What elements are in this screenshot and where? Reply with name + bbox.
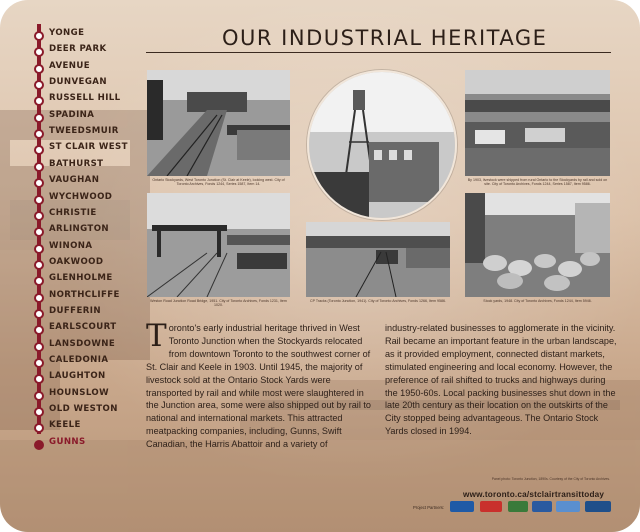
- body-paragraph-2: industry-related businesses to agglomerate in the vicinity. Rail became an important feature in the urban landscape, as it provided employment, connected distant markets, stimulated engineering and local economy. However, the preference of rail shifted to trucks and highways during the 1950-60s. Local packing businesses shut down in the late 20th century as their location on the outskirts of the City stopped being advantageous. The Ontario Stock Yards closed in 1994.: [385, 323, 617, 437]
- stop-dot-icon: [34, 244, 44, 254]
- stop-dot-icon: [34, 309, 44, 319]
- stop-dot-icon: [34, 227, 44, 237]
- partner-logo-icon: [585, 501, 611, 512]
- stop-dot-icon: [34, 31, 44, 41]
- route-stop: [0, 419, 140, 437]
- photo-water-tower: [307, 70, 457, 220]
- route-stop: [0, 272, 140, 290]
- stop-label: ST CLAIR WEST: [49, 142, 128, 153]
- stop-label: DEER PARK: [49, 44, 107, 55]
- photo-credits: Panel photo: Toronto Junction, 1890s. Courtesy of the City of Toronto Archives.: [491, 477, 610, 481]
- stop-dot-icon: [34, 276, 44, 286]
- route-stop: [0, 240, 140, 258]
- stop-label: LANSDOWNE: [49, 338, 116, 349]
- body-paragraph-1: oronto's early industrial heritage thrived in West Toronto Junction when the Stockyards relocated from downtown Toronto to the southwest corner of St. Clair and Keele in 1903. Until 1945, the majority of livestock sold at the Ontario Stock Yards were transported by rail and while most were slaughtered in the Junction area, some were also shipped out by rail to national and international markets. This attracted meatpacking companies, including, Gunns, Swift Canadian, the Harris Abattoir and a variety of: [146, 323, 371, 450]
- route-stop: [0, 436, 140, 454]
- stop-label: WYCHWOOD: [49, 191, 113, 202]
- photo-caption: Stock yards, 1948. City of Toronto Archives, Fonds 1244, Item 5946.: [483, 299, 592, 303]
- partner-logo-icon: [480, 501, 502, 512]
- route-stop: [0, 207, 140, 225]
- route-stop: [0, 338, 140, 356]
- stop-dot-icon: [34, 391, 44, 401]
- stop-label: DUNVEGAN: [49, 77, 107, 88]
- photo-caption: Weston Road Junction Road Bridge, 1951. City of Toronto Archives, Fonds 1231, Item 1020.: [150, 299, 287, 308]
- stop-label: OAKWOOD: [49, 256, 104, 267]
- title-rule: [146, 52, 611, 53]
- stop-dot-icon: [34, 325, 44, 335]
- stop-label: CHRISTIE: [49, 207, 97, 218]
- partner-logo-icon: [532, 501, 552, 512]
- stop-dot-icon: [34, 342, 44, 352]
- stop-label: CALEDONIA: [49, 355, 109, 365]
- stop-label: AVENUE: [49, 60, 91, 71]
- stop-label: KEELE: [49, 420, 81, 431]
- stop-dot-icon: [34, 96, 44, 106]
- photo-caption: Ontario Stockyards, West Toronto Junction (St. Clair at Keele), looking west. City of Toronto Archives, Fonds 1244, Series 1587, Item 14.: [152, 178, 285, 187]
- stop-dot-icon: [34, 358, 44, 368]
- route-stop: [0, 191, 140, 209]
- stop-label: ARLINGTON: [49, 224, 109, 235]
- photo-livestock-cars: [465, 70, 610, 176]
- stop-label: SPADINA: [49, 109, 95, 120]
- route-stop: [0, 43, 140, 61]
- stop-dot-icon: [34, 64, 44, 74]
- stop-label: VAUGHAN: [49, 175, 100, 186]
- stop-dot-icon: [34, 440, 44, 450]
- stop-dot-icon: [34, 80, 44, 90]
- route-stop: [0, 223, 140, 241]
- stop-dot-icon: [34, 129, 44, 139]
- route-stop: [0, 354, 140, 372]
- photo-sheep-pens: [465, 193, 610, 297]
- body-text-column-1: [146, 318, 376, 451]
- stop-label: TWEEDSMUIR: [49, 126, 119, 137]
- stop-dot-icon: [34, 145, 44, 155]
- route-stop: [0, 125, 140, 143]
- partner-logo-icon: [450, 501, 474, 512]
- route-stop: [0, 305, 140, 323]
- photo-cp-tracks: [306, 222, 450, 297]
- partner-logo-icon: [556, 501, 580, 512]
- stop-label: DUFFERIN: [49, 305, 101, 316]
- route-stop: [0, 370, 140, 388]
- partner-logo-icon: [508, 501, 528, 512]
- stop-dot-icon: [34, 293, 44, 303]
- photo-caption: By 1903, livestock were shipped from rural Ontario to the Stockyards by rail and sold on site. City of Toronto Archives, Fonds 1244, Series 1587, Item 9586.: [467, 178, 608, 187]
- stop-dot-icon: [34, 260, 44, 270]
- partners-label: Project Partners:: [413, 505, 445, 510]
- stop-dot-icon: [34, 407, 44, 417]
- stop-dot-icon: [34, 162, 44, 172]
- stop-dot-icon: [34, 374, 44, 384]
- body-text-column-2: [385, 322, 617, 438]
- drop-cap: T: [146, 318, 167, 354]
- route-stop: [0, 174, 140, 192]
- photo-caption: CP Tracks (Toronto Junction, 1941). City of Toronto Archives, Fonds 1266, Item 9586.: [310, 299, 446, 303]
- photo-rail-bridge: [147, 193, 290, 297]
- stop-label: OLD WESTON: [49, 404, 118, 415]
- stop-label: LAUGHTON: [49, 371, 106, 382]
- photo-stockyards-rail: [147, 70, 290, 176]
- stop-label: GLENHOLME: [49, 273, 113, 284]
- stop-dot-icon: [34, 211, 44, 221]
- route-stop: [0, 109, 140, 127]
- stop-label: RUSSELL HILL: [49, 93, 121, 104]
- stop-label: WINONA: [49, 240, 93, 251]
- route-stop: [0, 158, 140, 176]
- stop-label: BATHURST: [49, 158, 104, 169]
- route-stop: [0, 403, 140, 421]
- stop-label: YONGE: [49, 28, 85, 38]
- route-stop: [0, 321, 140, 339]
- stop-dot-icon: [34, 423, 44, 433]
- stop-label: HOUNSLOW: [49, 387, 110, 398]
- stop-dot-icon: [34, 195, 44, 205]
- stop-label: NORTHCLIFFE: [49, 289, 120, 300]
- stop-label: GUNNS: [49, 436, 86, 447]
- stop-dot-icon: [34, 47, 44, 57]
- page-title: OUR INDUSTRIAL HERITAGE: [222, 26, 548, 50]
- route-stop: [0, 141, 140, 159]
- stop-dot-icon: [34, 178, 44, 188]
- stop-dot-icon: [34, 113, 44, 123]
- route-stop: [0, 92, 140, 110]
- route-stop: [0, 60, 140, 78]
- route-stop: [0, 76, 140, 94]
- route-stop: [0, 387, 140, 405]
- website-url[interactable]: www.toronto.ca/stclairtransittoday: [463, 490, 605, 499]
- route-stop: [0, 289, 140, 307]
- route-stop: [0, 256, 140, 274]
- route-stop: [0, 27, 140, 45]
- stop-label: EARLSCOURT: [49, 322, 117, 333]
